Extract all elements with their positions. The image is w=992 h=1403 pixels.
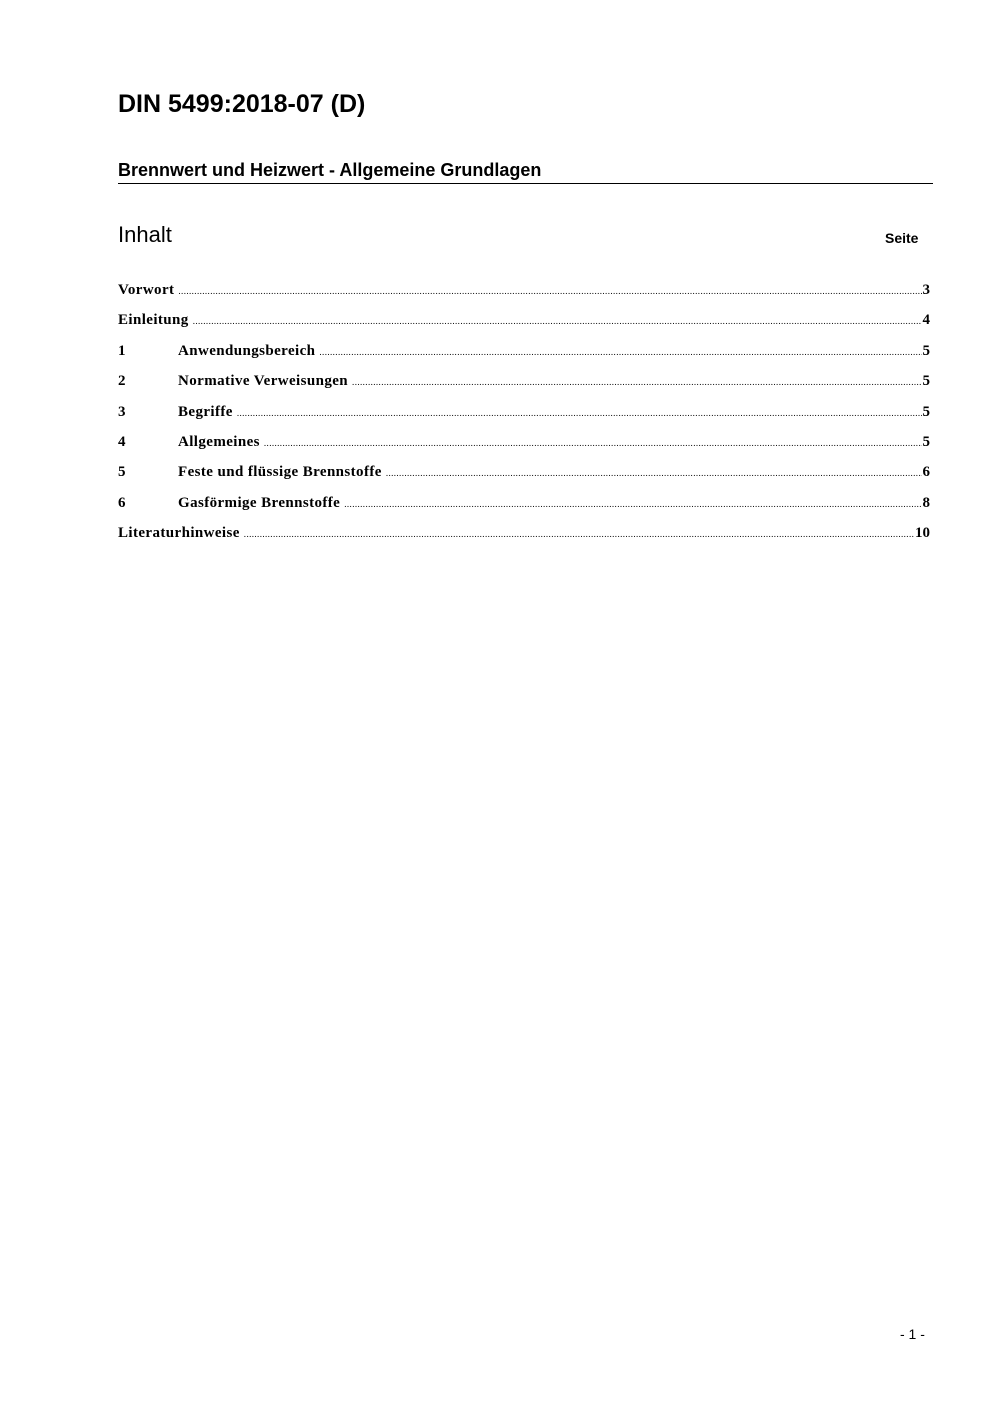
toc-dot-leader bbox=[244, 529, 914, 539]
toc-entry-number: 2 bbox=[118, 373, 126, 390]
toc-entry-page: 4 bbox=[922, 312, 930, 329]
toc-entry-title: Anwendungsbereich bbox=[178, 342, 316, 359]
toc-dot-leader bbox=[319, 347, 921, 357]
toc-entry-page: 3 bbox=[922, 282, 930, 298]
toc-page-column-label: Seite bbox=[885, 230, 919, 246]
toc-entry-literaturhinweise[interactable] bbox=[118, 520, 930, 550]
table-of-contents bbox=[118, 277, 930, 551]
toc-entry-number: 5 bbox=[118, 464, 126, 481]
toc-entry-title: Allgemeines bbox=[178, 433, 260, 450]
toc-entry-einleitung[interactable] bbox=[118, 307, 930, 337]
toc-dot-leader bbox=[344, 499, 921, 509]
toc-entry-title: Feste und flüssige Brennstoffe bbox=[178, 464, 382, 481]
toc-entry-page: 8 bbox=[922, 494, 930, 511]
toc-dot-leader bbox=[352, 377, 921, 387]
toc-entry-normative-verweisungen[interactable] bbox=[118, 368, 930, 398]
toc-dot-leader bbox=[264, 438, 922, 448]
toc-entry-feste-und-fluessige-brennstoffe[interactable] bbox=[118, 459, 930, 489]
toc-dot-leader bbox=[386, 468, 922, 478]
toc-entry-allgemeines[interactable] bbox=[118, 429, 930, 459]
toc-entry-page: 6 bbox=[922, 464, 930, 481]
toc-entry-page: 5 bbox=[922, 373, 930, 390]
toc-dot-leader bbox=[193, 316, 922, 326]
toc-entry-page: 5 bbox=[922, 342, 930, 359]
toc-entry-title: Einleitung bbox=[118, 312, 189, 329]
toc-entry-gasfoermige-brennstoffe[interactable] bbox=[118, 490, 930, 520]
toc-entry-page: 10 bbox=[915, 525, 930, 542]
toc-entry-number: 1 bbox=[118, 342, 126, 359]
toc-entry-begriffe[interactable] bbox=[118, 399, 930, 429]
toc-entry-anwendungsbereich[interactable] bbox=[118, 338, 930, 368]
toc-entry-title: Vorwort bbox=[118, 282, 175, 298]
toc-entry-title: Literaturhinweise bbox=[118, 525, 240, 542]
document-title: DIN 5499:2018-07 (D) bbox=[118, 90, 366, 118]
toc-entry-number: 4 bbox=[118, 433, 126, 450]
document-subtitle: Brennwert und Heizwert - Allgemeine Grundlagen bbox=[118, 158, 933, 184]
toc-entry-title: Gasförmige Brennstoffe bbox=[178, 494, 341, 511]
toc-entry-page: 5 bbox=[922, 403, 930, 420]
toc-entry-page: 5 bbox=[922, 433, 930, 450]
toc-entry-title: Normative Verweisungen bbox=[178, 373, 349, 390]
toc-entry-number: 3 bbox=[118, 403, 126, 420]
toc-heading: Inhalt bbox=[118, 222, 172, 247]
toc-entry-vorwort[interactable] bbox=[118, 277, 930, 307]
toc-dot-leader bbox=[178, 286, 921, 296]
page-number-footer: - 1 - bbox=[900, 1326, 925, 1342]
toc-entry-number: 6 bbox=[118, 494, 126, 511]
toc-entry-title: Begriffe bbox=[178, 403, 233, 420]
toc-dot-leader bbox=[237, 408, 922, 418]
